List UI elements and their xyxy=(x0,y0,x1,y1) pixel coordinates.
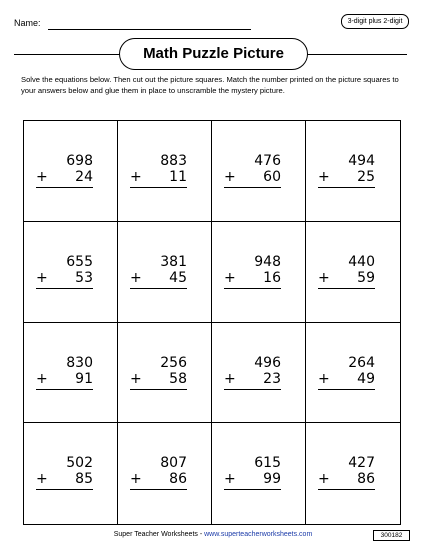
bottom-addend: 24 xyxy=(75,169,93,185)
addition-problem xyxy=(130,254,187,289)
footer-url[interactable]: www.superteacherworksheets.com xyxy=(204,531,313,538)
bottom-addend: 86 xyxy=(357,471,375,488)
bottom-row xyxy=(318,471,375,490)
bottom-row xyxy=(130,270,187,289)
bottom-row xyxy=(318,371,375,390)
plus-sign: + xyxy=(36,471,48,488)
top-addend: 698 xyxy=(66,153,93,169)
top-addend: 440 xyxy=(348,253,375,270)
top-addend: 807 xyxy=(160,455,187,472)
top-addend: 256 xyxy=(160,354,187,371)
footer-credit xyxy=(0,531,426,538)
bottom-addend: 11 xyxy=(169,169,187,185)
bottom-addend: 99 xyxy=(263,471,281,488)
bottom-addend: 85 xyxy=(75,471,93,488)
top-addend: 655 xyxy=(66,253,93,270)
addition-problem xyxy=(130,455,187,490)
addition-problem xyxy=(36,153,93,188)
addition-problem xyxy=(224,254,281,289)
problem-cell xyxy=(24,423,118,524)
problem-cell xyxy=(118,423,212,524)
addition-problem xyxy=(318,254,375,289)
addition-problem xyxy=(130,355,187,390)
page-title: Math Puzzle Picture xyxy=(119,38,308,70)
plus-sign: + xyxy=(130,169,142,185)
plus-sign: + xyxy=(224,169,236,185)
problem-cell xyxy=(212,121,306,222)
plus-sign: + xyxy=(318,370,330,387)
bottom-row xyxy=(36,169,93,188)
plus-sign: + xyxy=(318,471,330,488)
addition-problem xyxy=(224,355,281,390)
problem-cell xyxy=(306,121,400,222)
top-addend: 494 xyxy=(348,153,375,169)
plus-sign: + xyxy=(318,269,330,286)
bottom-addend: 60 xyxy=(263,169,281,185)
problem-cell xyxy=(212,222,306,323)
bottom-row xyxy=(36,371,93,390)
problem-cell xyxy=(24,121,118,222)
level-badge: 3-digit plus 2-digit xyxy=(341,14,409,29)
worksheet-code: 300182 xyxy=(373,530,410,541)
top-addend: 883 xyxy=(160,153,187,169)
top-addend: 476 xyxy=(254,153,281,169)
problem-cell xyxy=(118,222,212,323)
plus-sign: + xyxy=(318,169,330,185)
top-addend: 427 xyxy=(348,455,375,472)
name-line xyxy=(48,29,251,30)
bottom-row xyxy=(130,471,187,490)
bottom-row xyxy=(224,169,281,188)
problem-cell xyxy=(212,323,306,424)
addition-problem xyxy=(130,153,187,188)
plus-sign: + xyxy=(130,471,142,488)
top-addend: 615 xyxy=(254,455,281,472)
plus-sign: + xyxy=(224,471,236,488)
bottom-addend: 59 xyxy=(357,269,375,286)
problem-cell xyxy=(118,121,212,222)
plus-sign: + xyxy=(36,269,48,286)
problem-cell xyxy=(212,423,306,524)
problem-cell xyxy=(306,423,400,524)
bottom-row xyxy=(36,471,93,490)
problem-cell xyxy=(306,323,400,424)
addition-problem xyxy=(224,455,281,490)
bottom-row xyxy=(318,169,375,188)
addition-problem xyxy=(224,153,281,188)
plus-sign: + xyxy=(36,370,48,387)
problem-cell xyxy=(118,323,212,424)
name-label: Name: xyxy=(14,18,41,28)
problem-cell xyxy=(24,222,118,323)
bottom-addend: 86 xyxy=(169,471,187,488)
bottom-addend: 53 xyxy=(75,269,93,286)
bottom-row xyxy=(36,270,93,289)
bottom-row xyxy=(130,371,187,390)
addition-problem xyxy=(318,355,375,390)
footer-brand: Super Teacher Worksheets - xyxy=(113,531,205,538)
problem-cell xyxy=(24,323,118,424)
addition-problem xyxy=(36,455,93,490)
top-addend: 502 xyxy=(66,455,93,472)
bottom-row xyxy=(130,169,187,188)
addition-problem xyxy=(36,355,93,390)
addition-problem xyxy=(318,455,375,490)
top-addend: 381 xyxy=(160,253,187,270)
bottom-row xyxy=(224,270,281,289)
plus-sign: + xyxy=(130,269,142,286)
bottom-row xyxy=(224,471,281,490)
plus-sign: + xyxy=(36,169,48,185)
bottom-addend: 23 xyxy=(263,370,281,387)
bottom-addend: 16 xyxy=(263,269,281,286)
bottom-addend: 45 xyxy=(169,269,187,286)
instructions: Solve the equations below. Then cut out the picture squares. Match the number printed on the picture squares to your answers below and glue them in place to unscramble the mystery picture. xyxy=(21,75,399,95)
plus-sign: + xyxy=(224,269,236,286)
top-addend: 264 xyxy=(348,354,375,371)
problem-grid xyxy=(23,120,401,525)
bottom-addend: 58 xyxy=(169,370,187,387)
bottom-row xyxy=(224,371,281,390)
addition-problem xyxy=(36,254,93,289)
plus-sign: + xyxy=(224,370,236,387)
bottom-row xyxy=(318,270,375,289)
bottom-addend: 25 xyxy=(357,169,375,185)
plus-sign: + xyxy=(130,370,142,387)
top-addend: 496 xyxy=(254,354,281,371)
top-addend: 830 xyxy=(66,354,93,371)
top-addend: 948 xyxy=(254,253,281,270)
bottom-addend: 91 xyxy=(75,370,93,387)
addition-problem xyxy=(318,153,375,188)
bottom-addend: 49 xyxy=(357,370,375,387)
problem-cell xyxy=(306,222,400,323)
